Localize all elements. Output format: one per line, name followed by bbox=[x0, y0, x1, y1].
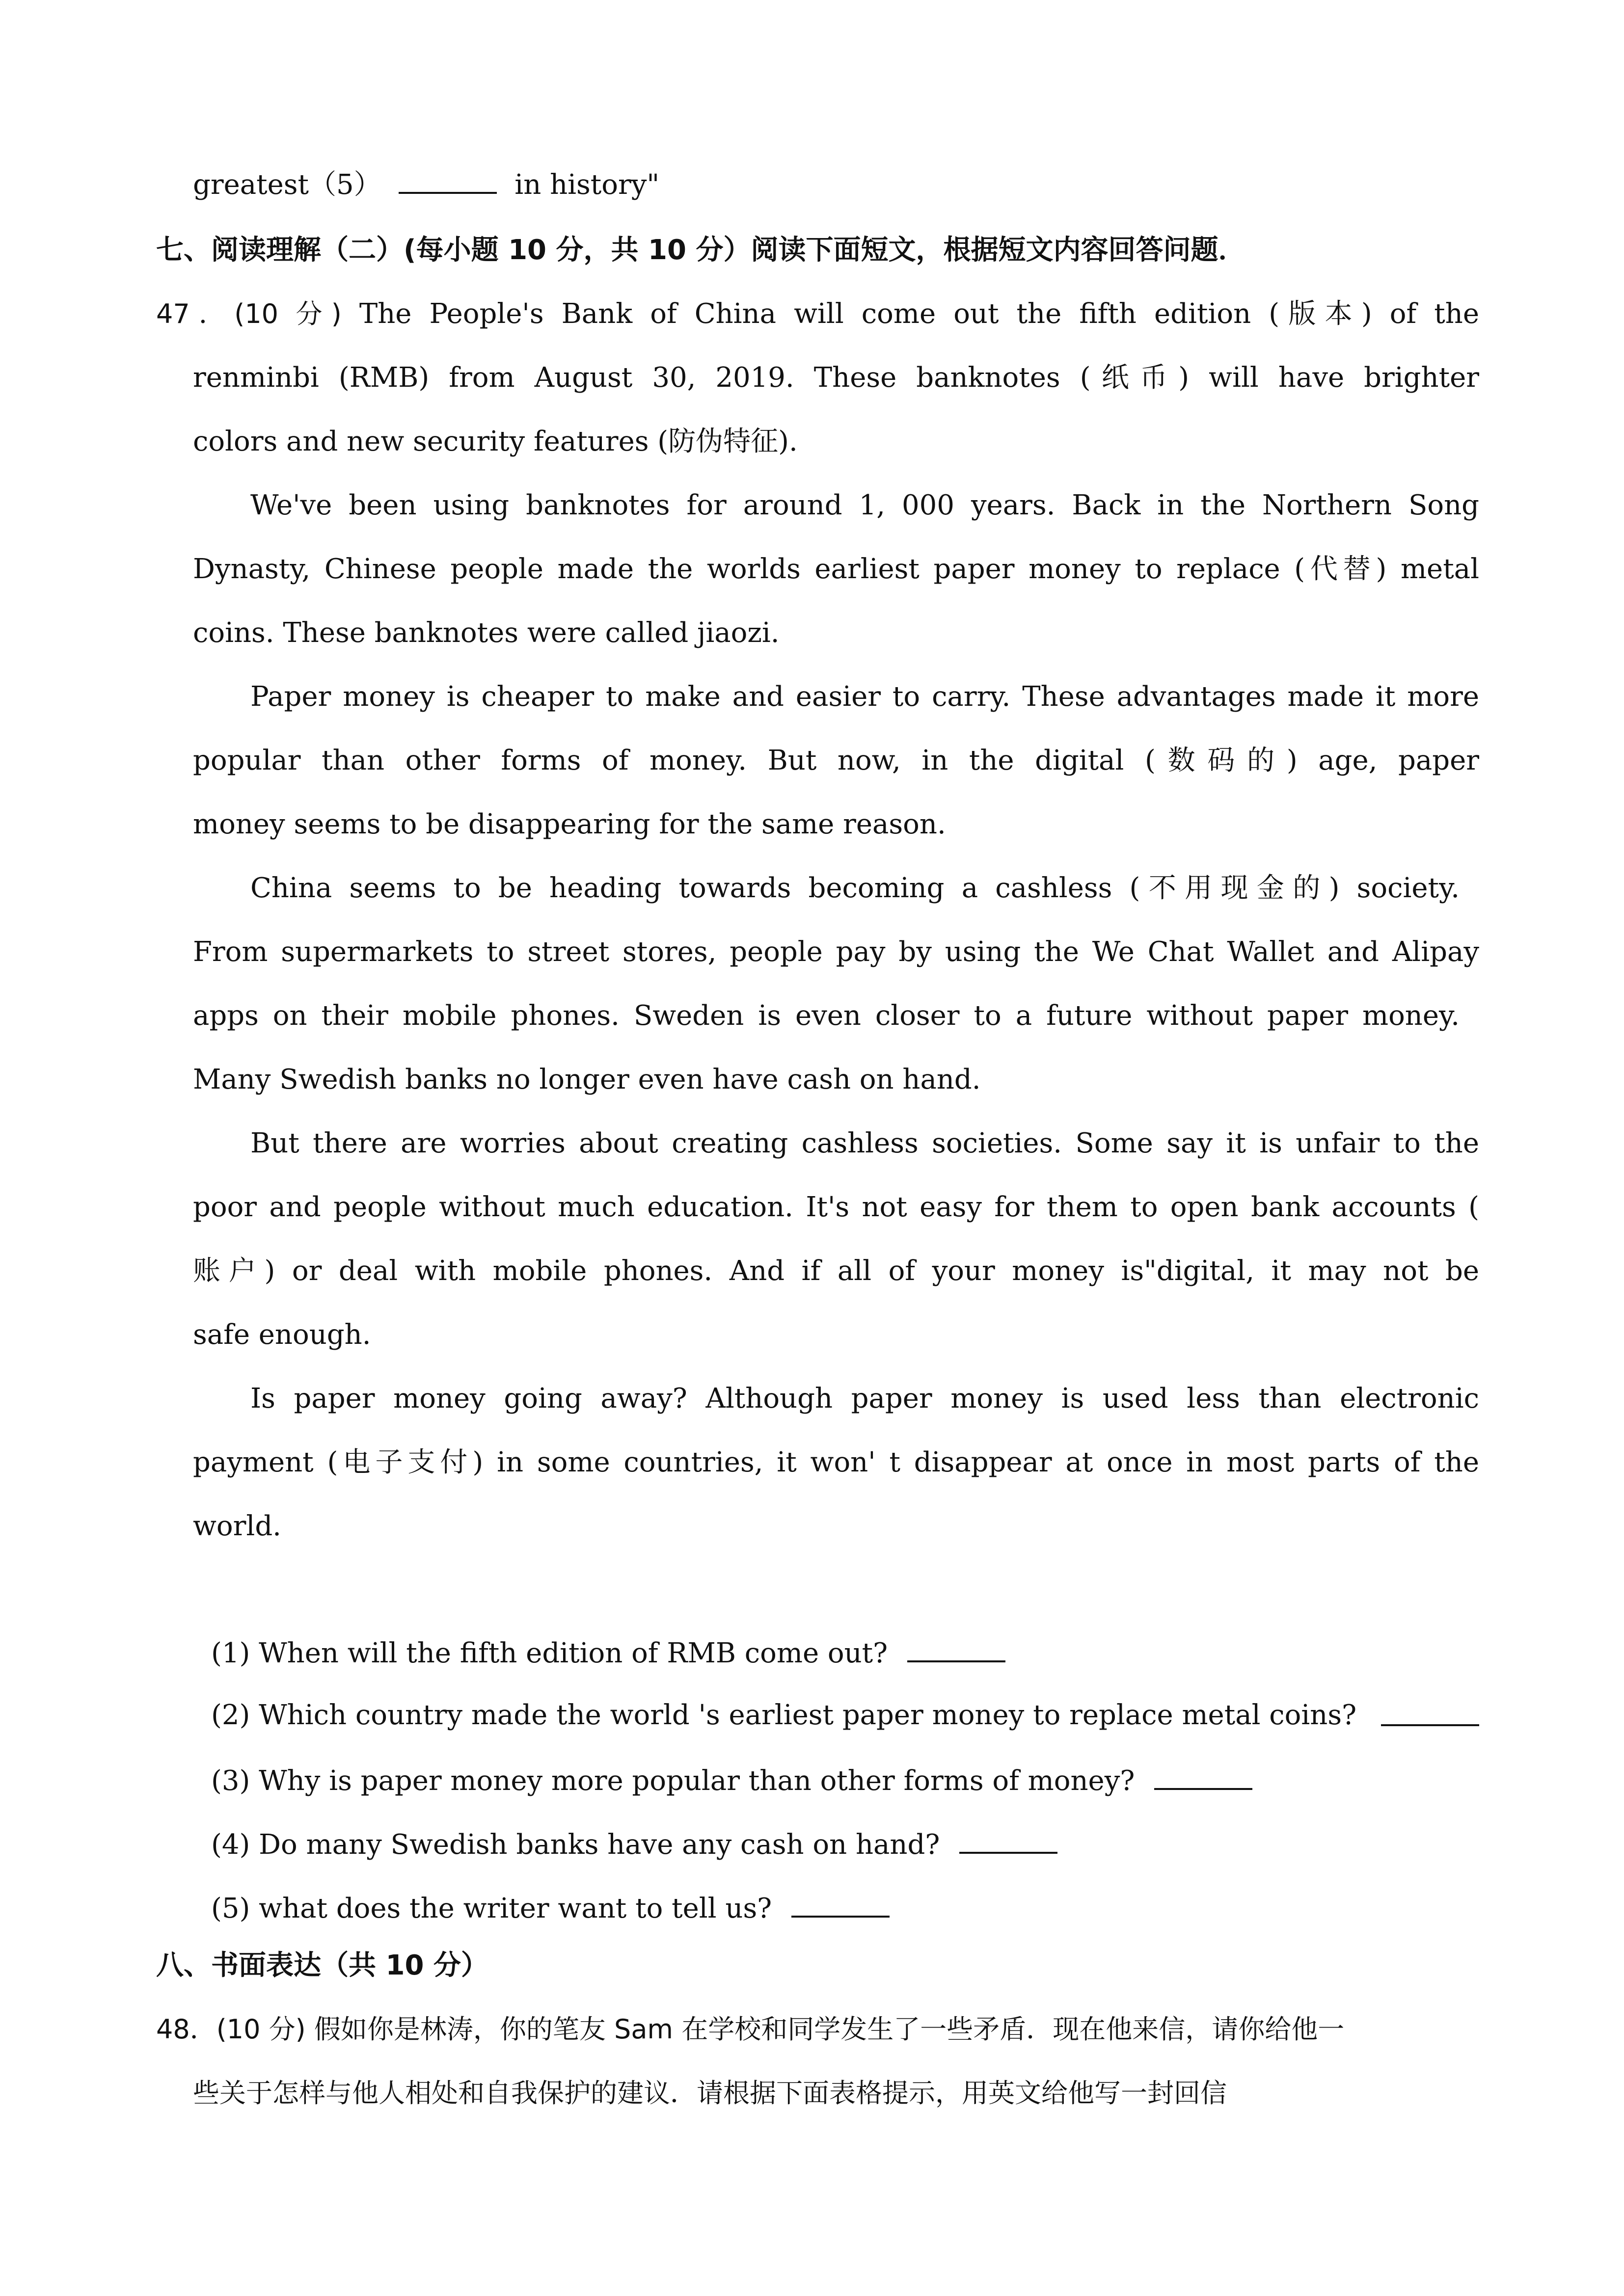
passage-line-5: coins. These banknotes were called jiaozi. bbox=[193, 617, 780, 649]
answer-blank-2[interactable] bbox=[1381, 1696, 1479, 1726]
passage-line-15: 账户) or deal with mobile phones. And if all of your money is"digital, it may not be bbox=[193, 1255, 1479, 1287]
q47-first-line bbox=[156, 294, 1479, 334]
passage-line-19: world. bbox=[193, 1510, 281, 1542]
question-1 bbox=[211, 1632, 1479, 1673]
answer-blank bbox=[399, 163, 497, 205]
passage-line-10: From supermarkets to street stores, people pay by using the We Chat Wallet and Alipay bbox=[193, 936, 1479, 968]
passage-line-3: We've been using banknotes for around 1, 000 years. Back in the Northern Song bbox=[250, 489, 1479, 521]
passage-line-12: Many Swedish banks no longer even have cash on hand. bbox=[193, 1064, 981, 1095]
passage-line-16: safe enough. bbox=[193, 1319, 371, 1351]
question-4-text: (4) Do many Swedish banks have any cash on hand? bbox=[211, 1829, 940, 1861]
question-3-text: (3) Why is paper money more popular than other forms of money? bbox=[211, 1765, 1135, 1797]
passage-line-17: Is paper money going away? Although paper money is used less than electronic bbox=[250, 1383, 1479, 1415]
section-8-heading: 八、书面表达（共 10 分） bbox=[156, 1949, 488, 1981]
passage-line-6: Paper money is cheaper to make and easier to carry. These advantages made it more bbox=[250, 681, 1479, 713]
passage-line-4: Dynasty, Chinese people made the worlds earliest paper money to replace (代替) metal bbox=[193, 553, 1479, 585]
answer-blank-5[interactable] bbox=[791, 1887, 890, 1928]
question-1-text: (1) When will the fifth edition of RMB come out? bbox=[211, 1637, 888, 1669]
q48-line-1: 48．(10 分) 假如你是林涛，你的笔友 Sam 在学校和同学发生了一些矛盾．现在他来信，请你给他一 bbox=[156, 2014, 1345, 2045]
question-2 bbox=[211, 1696, 1479, 1735]
passage-line-7: popular than other forms of money. But now, in the digital (数码的) age, paper bbox=[193, 745, 1479, 776]
passage-line-2: colors and new security features (防伪特征). bbox=[193, 426, 798, 457]
passage-line-13: But there are worries about creating cashless societies. Some say it is unfair to the bbox=[250, 1127, 1479, 1159]
previous-question-tail bbox=[193, 163, 1479, 205]
question-5-text: (5) what does the writer want to tell us? bbox=[211, 1893, 772, 1924]
q47-number-score: 47．(10 分) bbox=[156, 298, 342, 329]
intro-after: in history" bbox=[514, 169, 660, 201]
question-3 bbox=[211, 1760, 1479, 1801]
question-2-text: (2) Which country made the world 's earliest paper money to replace metal coins? bbox=[211, 1699, 1357, 1731]
answer-blank-4[interactable] bbox=[959, 1823, 1057, 1865]
passage-line-8: money seems to be disappearing for the same reason. bbox=[193, 808, 946, 840]
q48-line-2: 些关于怎样与他人相处和自我保护的建议．请根据下面表格提示，用英文给他写一封回信 bbox=[193, 2078, 1227, 2109]
passage-line-18: payment (电子支付) in some countries, it won' t disappear at once in most parts of the bbox=[193, 1446, 1479, 1478]
answer-blank-3[interactable] bbox=[1154, 1760, 1252, 1801]
section-7-heading: 七、阅读理解（二）(每小题 10 分，共 10 分）阅读下面短文，根据短文内容回答问题． bbox=[156, 234, 1246, 266]
passage-line-11: apps on their mobile phones. Sweden is even closer to a future without paper money. bbox=[193, 1000, 1460, 1032]
answer-blank-1[interactable] bbox=[907, 1632, 1005, 1673]
passage-line-9: China seems to be heading towards becoming a cashless (不用现金的) society. bbox=[250, 872, 1460, 904]
passage-line-0: The People's Bank of China will come out the fifth edition (版本) of the bbox=[359, 298, 1479, 330]
question-4 bbox=[211, 1823, 1479, 1865]
question-5 bbox=[211, 1887, 1479, 1928]
passage-line-14: poor and people without much education. It's not easy for them to open bank accounts ( bbox=[193, 1191, 1479, 1223]
intro-before: greatest（5） bbox=[193, 169, 381, 201]
passage-line-1: renminbi (RMB) from August 30, 2019. These banknotes (纸币) will have brighter bbox=[193, 362, 1479, 394]
